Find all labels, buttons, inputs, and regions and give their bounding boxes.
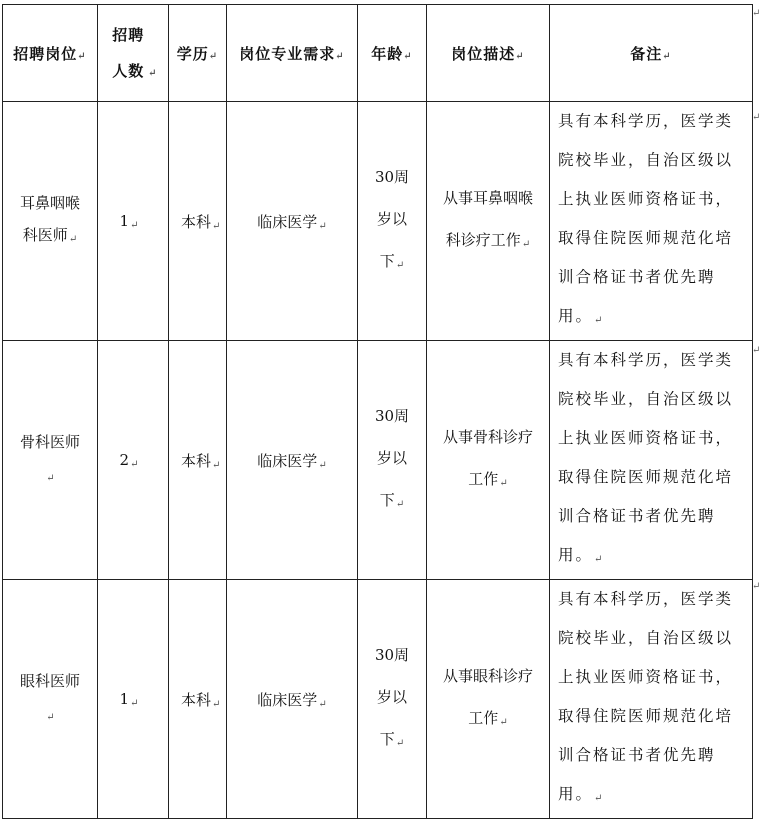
education-cell: 本科↵ [169,580,227,819]
row-end-mark-icon: ↵ [752,581,760,592]
header-major: 岗位专业需求↵ [227,5,358,102]
major-cell: 临床医学↵ [227,102,358,341]
recruitment-table [2,4,753,819]
table-row [3,580,753,819]
remarks-cell: 具有本科学历，医学类院校毕业，自治区级以上执业医师资格证书，取得住院医师规范化培训合格证书者优先聘用。↵ [550,580,753,819]
table-row [3,102,753,341]
age-cell: 30周岁以下↵ [358,341,427,580]
age-cell: 30周岁以下↵ [358,580,427,819]
header-age: 年龄↵ [358,5,427,102]
row-end-mark-icon: ↵ [752,8,760,19]
header-count: 招聘人数 ↵ [98,5,169,102]
count-cell: 2↵ [98,341,169,580]
description-cell: 从事耳鼻咽喉科诊疗工作↵ [427,102,550,341]
count-cell: 1↵ [98,102,169,341]
count-cell: 1↵ [98,580,169,819]
header-remarks: 备注↵ [550,5,753,102]
table-row [3,341,753,580]
header-position: 招聘岗位↵ [3,5,98,102]
remarks-cell: 具有本科学历，医学类院校毕业，自治区级以上执业医师资格证书，取得住院医师规范化培训合格证书者优先聘用。↵ [550,102,753,341]
description-cell: 从事骨科诊疗工作↵ [427,341,550,580]
position-cell: 耳鼻咽喉科医师↵ [3,102,98,341]
education-cell: 本科↵ [169,341,227,580]
header-education: 学历↵ [169,5,227,102]
header-description: 岗位描述↵ [427,5,550,102]
position-cell: 眼科医师↵ [3,580,98,819]
education-cell: 本科↵ [169,102,227,341]
row-end-mark-icon: ↵ [752,345,760,356]
row-end-mark-icon: ↵ [752,112,760,123]
header-row [3,5,753,102]
position-cell: 骨科医师↵ [3,341,98,580]
major-cell: 临床医学↵ [227,341,358,580]
remarks-cell: 具有本科学历，医学类院校毕业，自治区级以上执业医师资格证书，取得住院医师规范化培训合格证书者优先聘用。↵ [550,341,753,580]
description-cell: 从事眼科诊疗工作↵ [427,580,550,819]
major-cell: 临床医学↵ [227,580,358,819]
age-cell: 30周岁以下↵ [358,102,427,341]
